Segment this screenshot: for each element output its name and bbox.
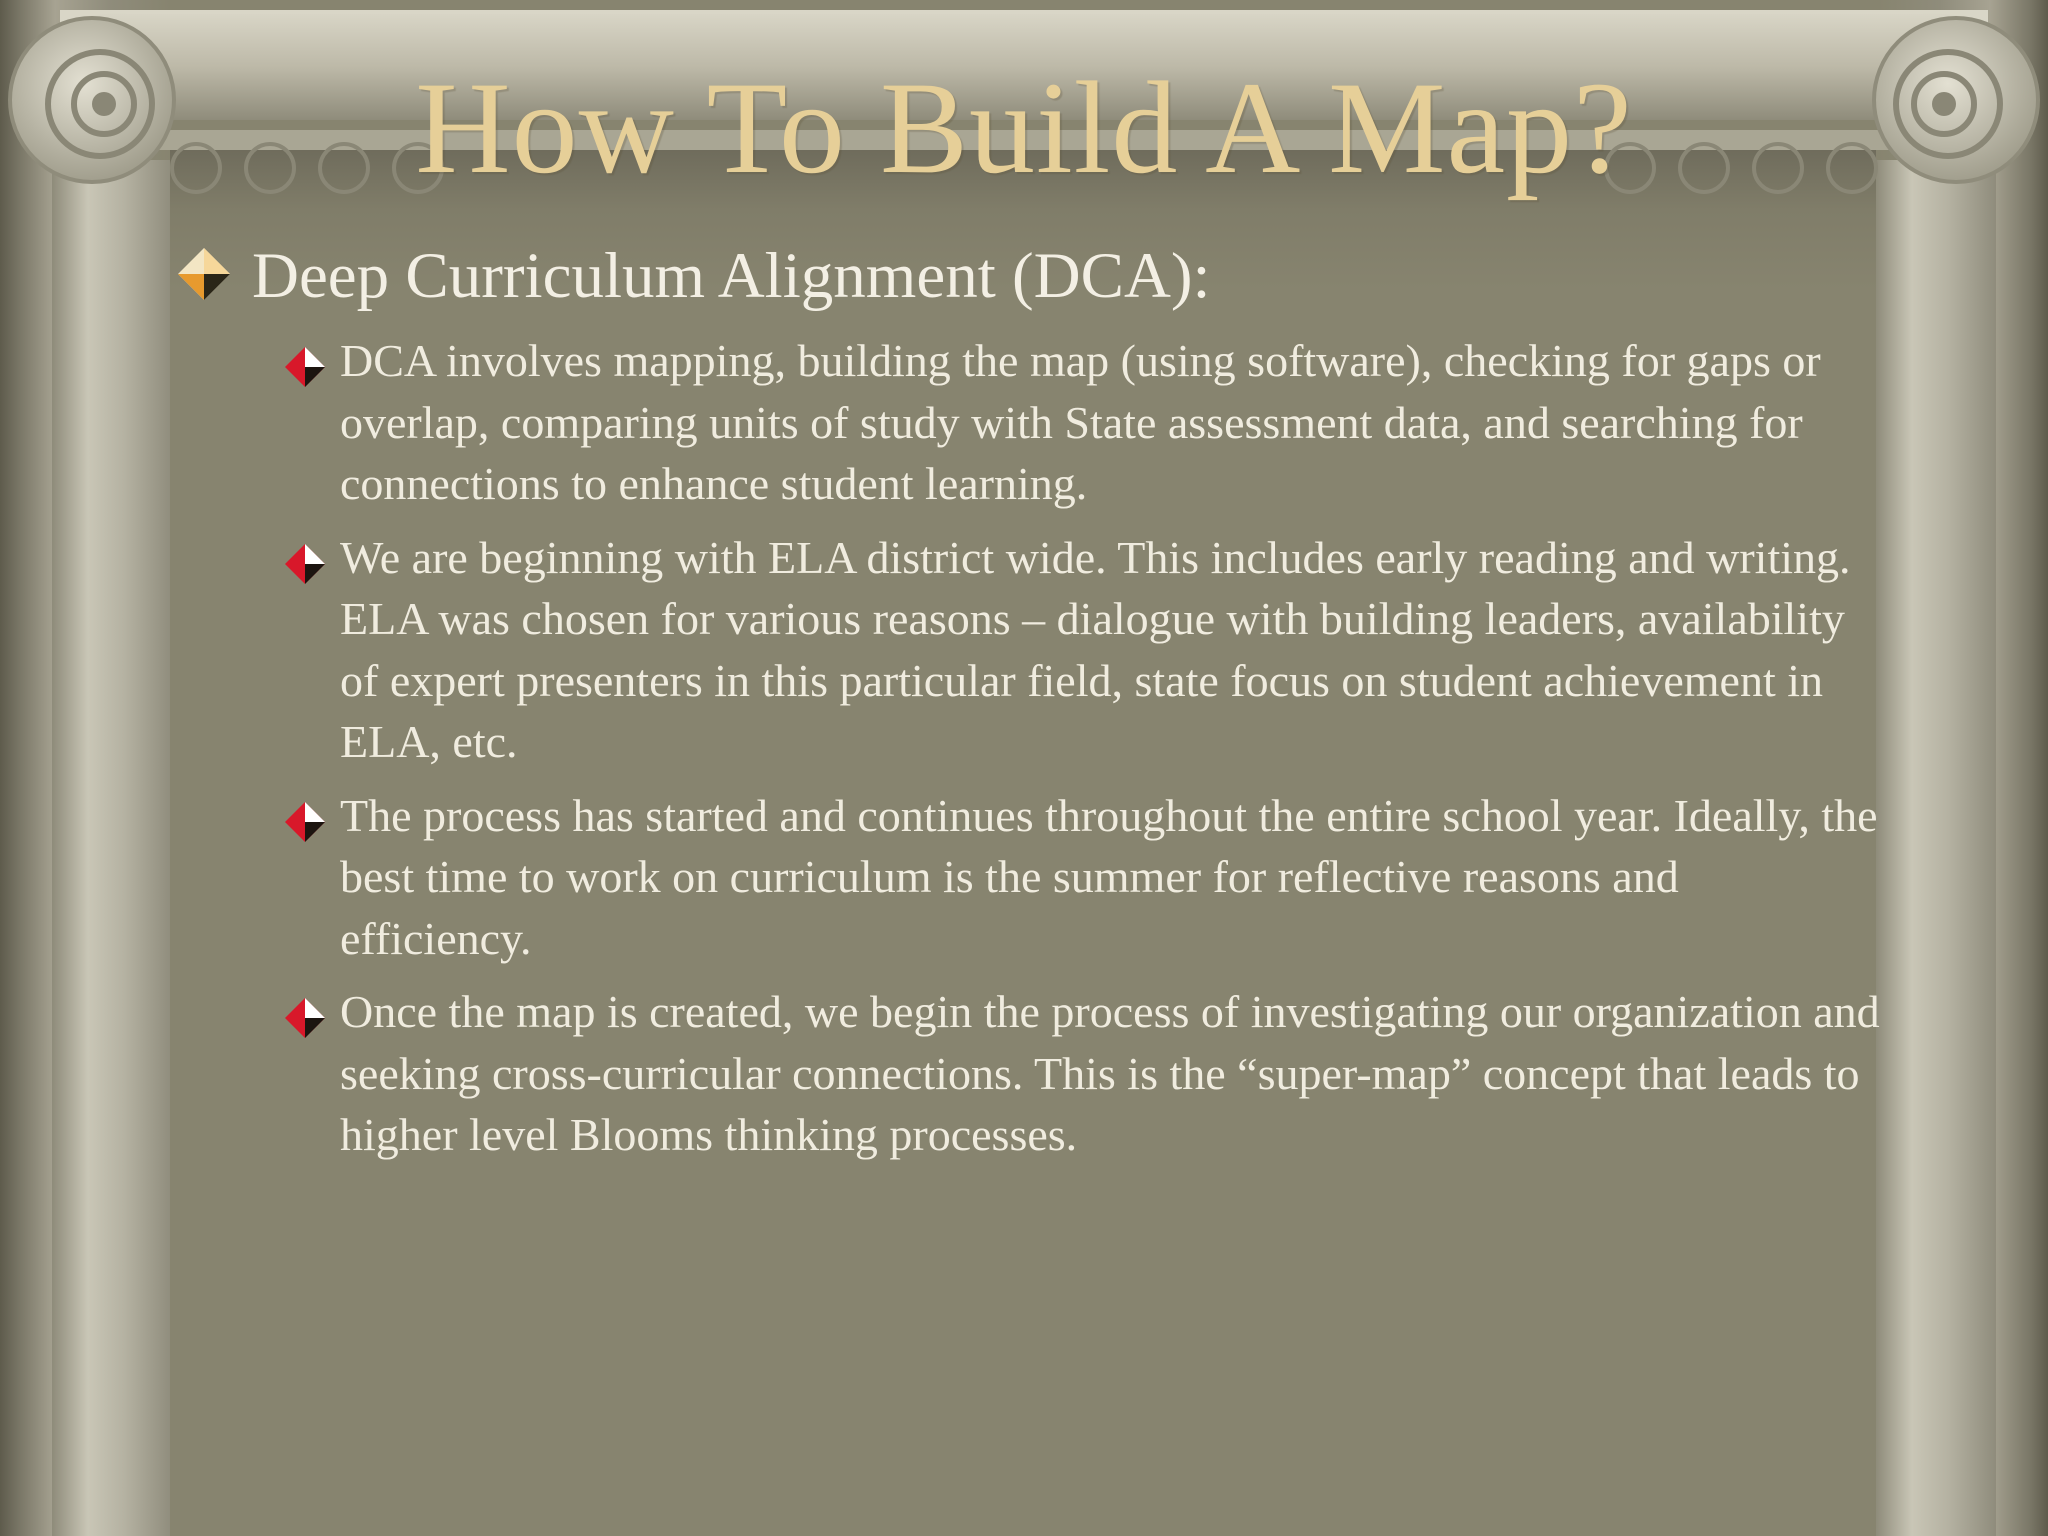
heading-bullet-text: Deep Curriculum Alignment (DCA):	[252, 240, 1211, 312]
slide-body	[170, 240, 1880, 1178]
sub-bullet-list	[170, 330, 1880, 1166]
heading-bullet	[170, 240, 1880, 312]
list-item	[170, 785, 1880, 970]
right-pillar	[1876, 160, 1996, 1536]
left-pillar	[52, 160, 172, 1536]
red-diamond-bullet-icon	[284, 346, 326, 388]
sub-bullet-text: Once the map is created, we begin the process of investigating our organization and seeking cross-curricular connections. This is the “super-map” concept that leads to higher level Blooms thinking processes.	[340, 986, 1880, 1160]
sub-bullet-text: DCA involves mapping, building the map (using software), checking for gaps or overlap, comparing units of study with State assessment data, and searching for connections to enhance student learning.	[340, 335, 1821, 509]
diamond-bullet-icon	[176, 246, 232, 302]
slide-title: How To Build A Map?	[415, 54, 1633, 201]
red-diamond-bullet-icon	[284, 997, 326, 1039]
list-item	[170, 330, 1880, 515]
list-item	[170, 527, 1880, 773]
sub-bullet-text: We are beginning with ELA district wide. This includes early reading and writing. ELA was chosen for various reasons – dialogue with building leaders, availability of expert presenters in this particular field, state focus on student achievement in ELA, etc.	[340, 531, 1851, 767]
red-diamond-bullet-icon	[284, 801, 326, 843]
list-item	[170, 981, 1880, 1166]
sub-bullet-text: The process has started and continues throughout the entire school year. Ideally, the best time to work on curriculum is the summer for reflective reasons and efficiency.	[340, 789, 1878, 964]
red-diamond-bullet-icon	[284, 543, 326, 585]
